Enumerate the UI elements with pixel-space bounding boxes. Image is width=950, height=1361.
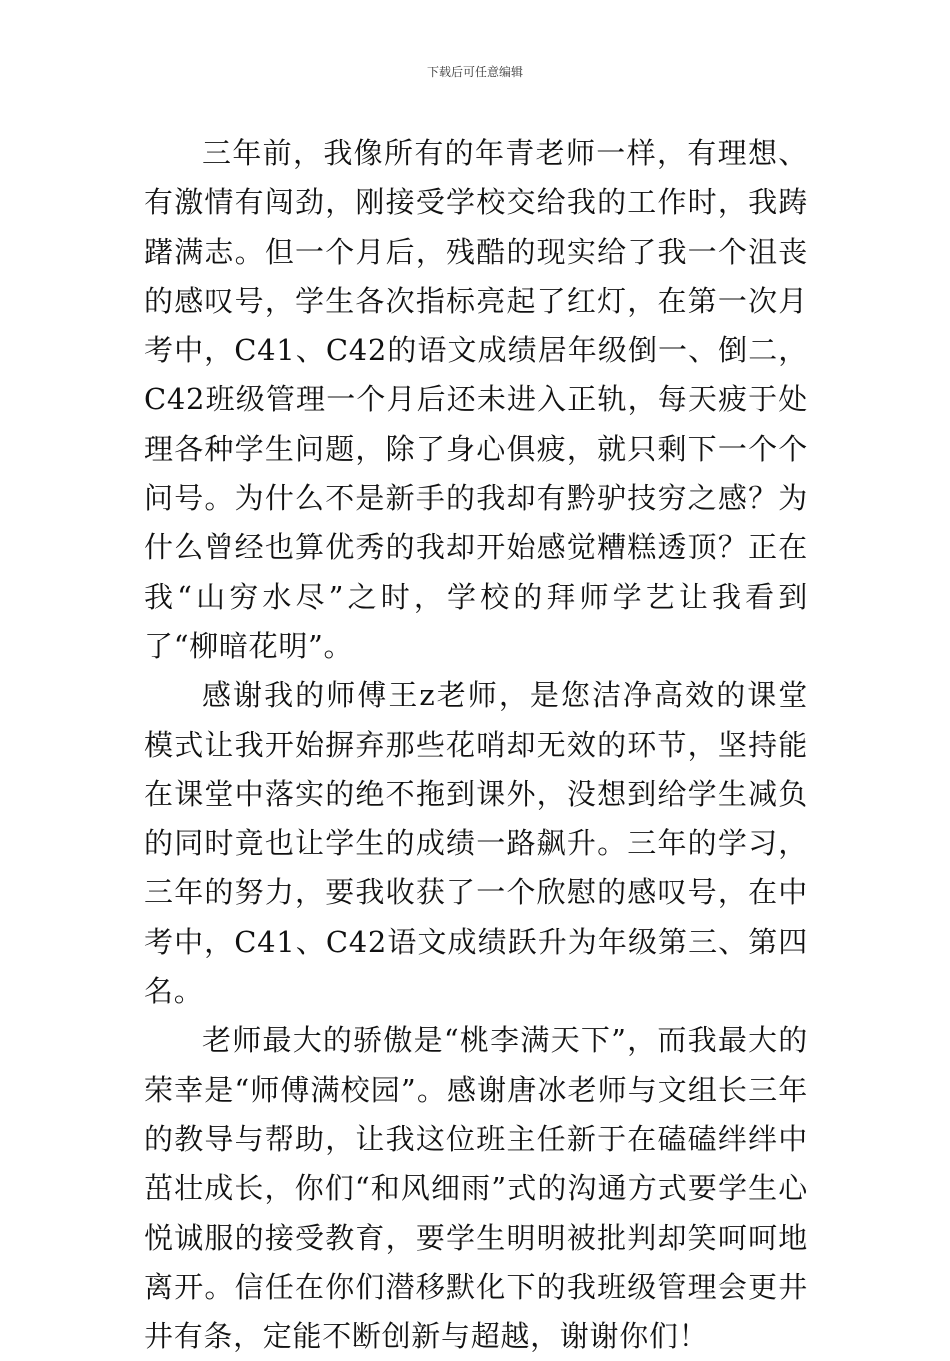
paragraph-3: 老师最大的骄傲是“桃李满天下”，而我最大的荣幸是“师傅满校园”。感谢唐冰老师与文组长三年的教导与帮助，让我这位班主任新于在磕磕绊绊中茁壮成长，你们“和风细雨”式的沟通方式要学生心悦诚服的接受教育，要学生明明被批判却笑呵呵地离开。信任在你们潜移默化下的我班级管理会更井井有条，定能不断创新与超越，谢谢你们！ (144, 1023, 808, 1354)
paragraph-1: 三年前，我像所有的年青老师一样，有理想、有激情有闯劲，刚接受学校交给我的工作时，我踌躇满志。但一个月后，残酷的现实给了我一个沮丧的感叹号，学生各次指标亮起了红灯，在第一次月考中，C41、C42的语文成绩居年级倒一、倒二，C42班级管理一个月后还未进入正轨，每天疲于处理各种学生问题，除了身心俱疲，就只剩下一个个问号。为什么不是新手的我却有黔驴技穷之感？为什么曾经也算优秀的我却开始感觉糟糕透顶？正在我“山穷水尽”之时，学校的拜师学艺让我看到了“柳暗花明”。 (144, 136, 808, 663)
page-header: 下载后可任意编辑 (426, 65, 523, 79)
document-body (144, 129, 808, 1361)
paragraph-2: 感谢我的师傅王z老师，是您洁净高效的课堂模式让我开始摒弃那些花哨却无效的环节，坚持能在课堂中落实的绝不拖到课外，没想到给学生减负的同时竟也让学生的成绩一路飙升。三年的学习，三年的努力，要我收获了一个欣慰的感叹号，在中考中，C41、C42语文成绩跃升为年级第三、第四名。 (144, 678, 808, 1009)
